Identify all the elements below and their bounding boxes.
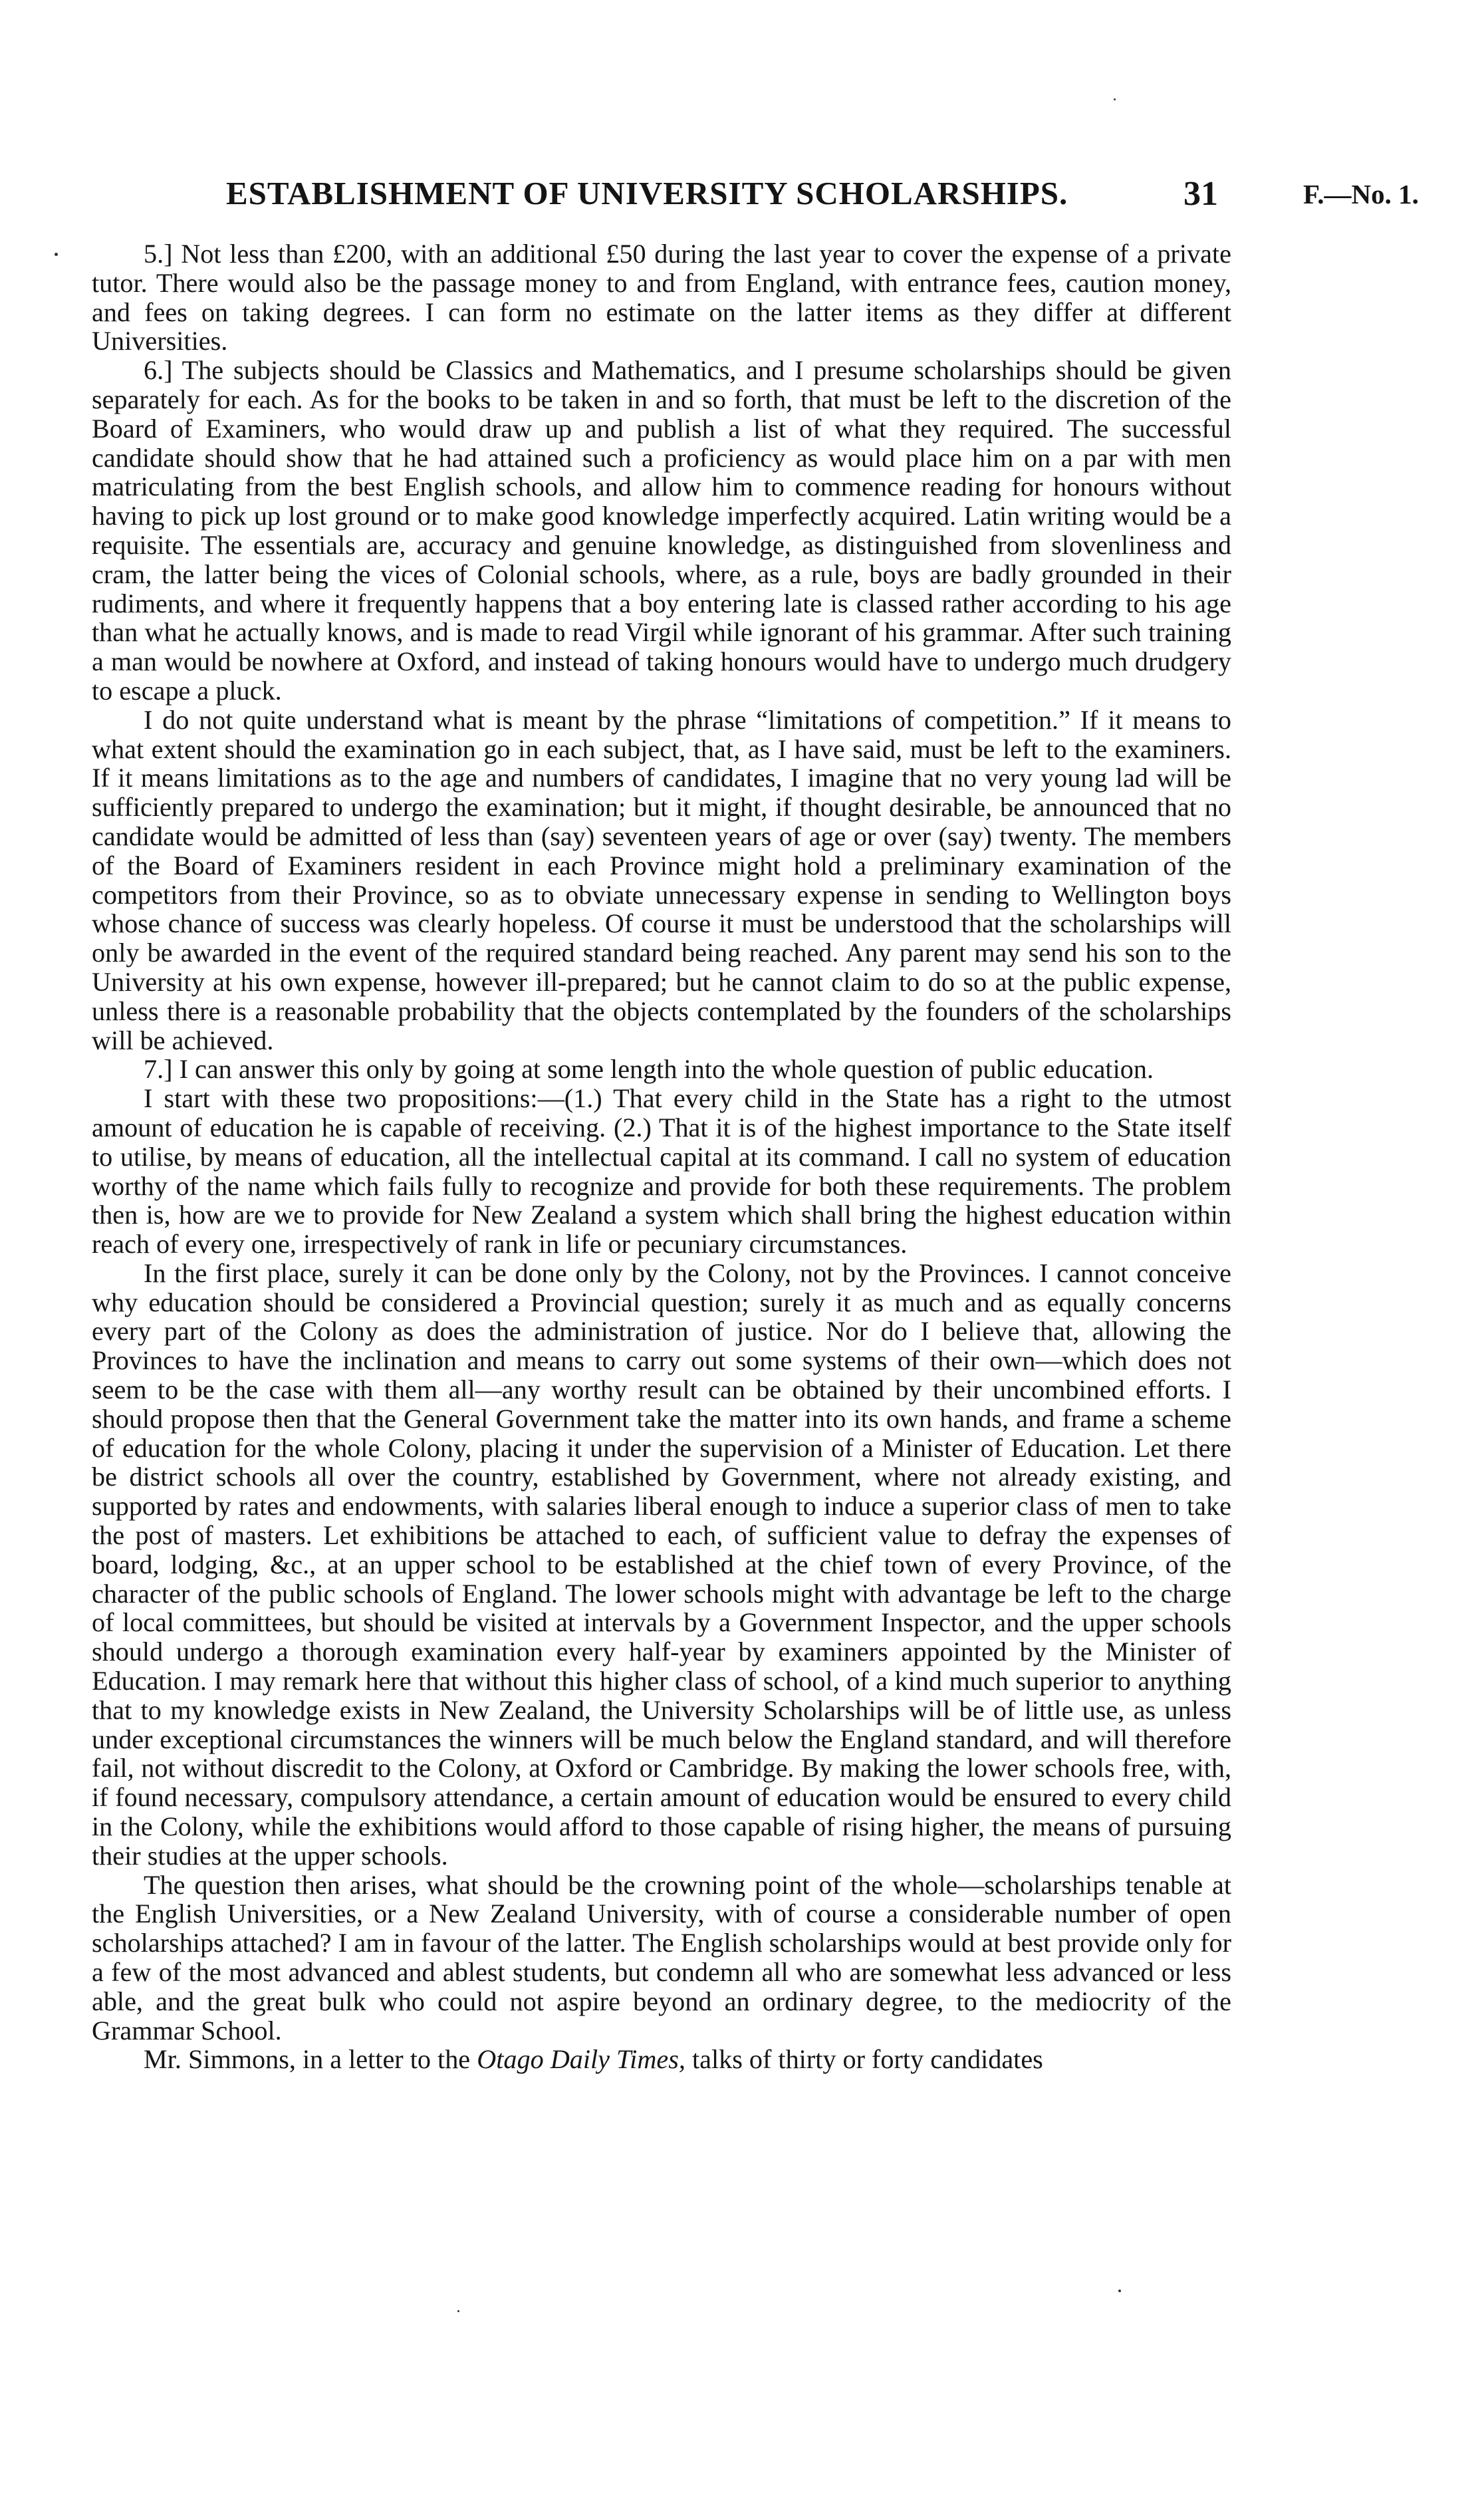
newspaper-title: Otago Daily Times, xyxy=(477,2044,685,2075)
paragraph-6-continued: I do not quite understand what is meant by the phrase “limitations of competition.” If it means to what extent should the examination go in each subject, that, as I have said, must be left to the examiners. If it means limitations as to the age and numbers of candidates, I imagine that no very young lad will be sufficiently prepared to undergo the examination; but it might, if thought desirable, be announced that no candidate would be admitted of less than (say) seventeen years of age or over (say) twenty. The members of the Board of Examiners resident in each Province might hold a preliminary examination of the competitors from their Province, so as to obviate unnecessary expense in sending to Wellington boys whose chance of success was clearly hopeless. Of course it must be understood that the scholarships will only be awarded in the event of the required standard being reached. Any parent may send his son to the University at his own expense, however ill-prepared; but he cannot claim to do so at the public expense, unless there is a reasonable probability that the objects contemplated by the founders of the scholarships will be achieved. xyxy=(92,704,1231,1055)
stray-mark xyxy=(457,2310,459,2312)
paragraph-7-university: The question then arises, what should be the crowning point of the whole—scholarships tenable at the English Universities, or a New Zealand University, with of course a considerable number of open scholarships attached? I am in favour of the latter. The English scholarships would at best provide only for a few of the most advanced and ablest students, but condemn all who are somewhat less advanced or less able, and the great bulk who could not aspire beyond an ordinary degree, to the mediocrity of the Grammar School. xyxy=(92,1869,1231,2045)
paragraph-7-colony: In the first place, surely it can be done only by the Colony, not by the Provinces. I cannot conceive why education should be considered a Provincial question; surely it as much and as equally concerns every part of the Colony as does the administration of justice. Nor do I believe that, allowing the Provinces to have the inclination and means to carry out some systems of their own—which does not seem to be the case with them all—any worthy result can be obtained by their uncombined efforts. I should propose then that the General Government take the matter into its own hands, and frame a scheme of education for the whole Colony, placing it under the supervision of a Minister of Education. Let there be district schools all over the country, established by Government, where not already existing, and supported by rates and endowments, with salaries liberal enough to induce a superior class of men to take the post of masters. Let exhibitions be attached to each, of sufficient value to defray the expenses of board, lodging, &c., at an upper school to be established at the chief town of every Province, of the character of the public schools of England. The lower schools might with advantage be left to the charge of local committees, but should be visited at intervals by a Government Inspector, and the upper schools should undergo a thorough examination every half-year by examiners appointed by the Minister of Education. I may remark here that without this higher class of school, of a kind much superior to anything that to my knowledge exists in New Zealand, the University Scholarships will be of little use, as unless under exceptional circumstances the winners will be much below the England standard, and will therefore fail, not without discredit to the Colony, at Oxford or Cambridge. By making the lower schools free, with, if found necessary, compulsory attendance, a certain amount of education would be ensured to every child in the Colony, while the exhibitions would afford to those capable of rising higher, the means of pursuing their studies at the upper schools. xyxy=(92,1257,1231,1871)
paragraph-6: 6.] The subjects should be Classics and Mathematics, and I presume scholarships should be given separately for each. As for the books to be taken in and so forth, that must be left to the discretion of the Board of Examiners, who would draw up and publish a list of what they required. The successful candidate should show that he had attained such a proficiency as would place him on a par with men matriculating from the best English schools, and allow him to commence reading for honours without having to pick up lost ground or to make good knowledge imperfectly acquired. Latin writing would be a requisite. The essentials are, accuracy and genuine knowledge, as distinguished from slovenliness and cram, the latter being the vices of Colonial schools, where, as a rule, boys are badly grounded in their rudiments, and where it frequently happens that a boy entering late is classed rather according to his age than what he actually knows, and is made to read Virgil while ignorant of his grammar. After such training a man would be nowhere at Oxford, and instead of taking honours would have to undergo much drudgery to escape a pluck. xyxy=(92,355,1231,706)
paragraph-5: 5.] Not less than £200, with an additional £50 during the last year to cover the expense of a private tutor. There would also be the passage money to and from England, with entrance fees, caution money, and fees on taking degrees. I can form no estimate on the latter items as they differ at different Universities. xyxy=(92,239,1231,356)
stray-mark xyxy=(55,253,58,256)
page-number: 31 xyxy=(1183,175,1218,213)
paragraph-7-propositions: I start with these two propositions:—(1.) That every child in the State has a right to the utmost amount of education he is capable of receiving. (2.) That it is of the highest importance to the State itself to utilise, by means of education, all the intellectual capital at its command. I call no system of education worthy of the name which fails fully to recognize and provide for both these requirements. The problem then is, how are we to provide for New Zealand a system which shall bring the highest education within reach of every one, irrespectively of rank in life or pecuniary circumstances. xyxy=(92,1083,1231,1259)
paper-reference: F.—No. 1. xyxy=(1303,179,1419,209)
body-text xyxy=(92,239,1231,2074)
paragraph-7: 7.] I can answer this only by going at some length into the whole question of public education. xyxy=(144,1054,1154,1085)
page-header xyxy=(226,174,1449,221)
simmons-text-end: talks of thirty or forty candidates xyxy=(685,2044,1043,2075)
simmons-text-start: Mr. Simmons, in a letter to the xyxy=(144,2044,477,2075)
stray-mark xyxy=(1118,2290,1121,2292)
running-title: ESTABLISHMENT OF UNIVERSITY SCHOLARSHIPS. xyxy=(226,175,1068,211)
paragraph-simmons xyxy=(92,2045,1231,2074)
stray-mark xyxy=(1114,98,1116,100)
